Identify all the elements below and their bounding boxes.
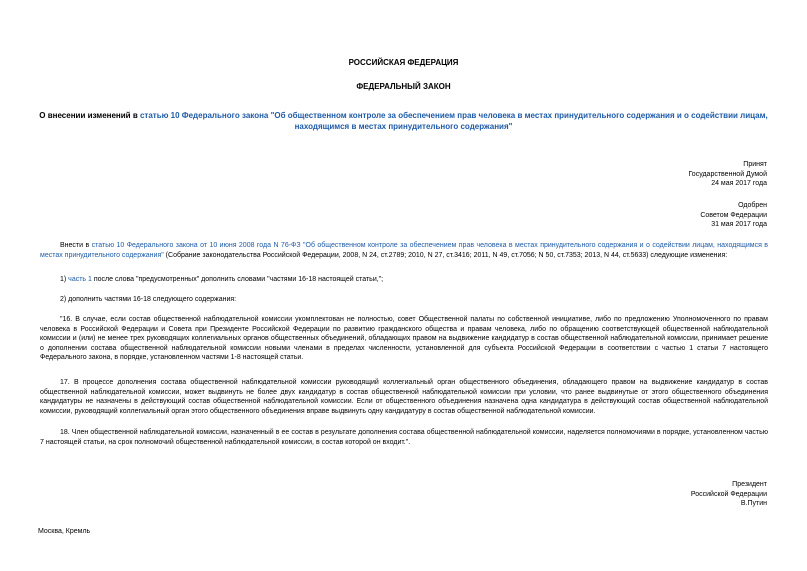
intro-suffix: (Собрание законодательства Российской Федерации, 2008, N 24, ст.2789; 2010, N 27, ст.3416; 2011, N 49, ст.7056; N 50, ст.7353; 2013, N 44, ст.5633) следующие изменения: [163,251,728,259]
item1-part-link[interactable]: часть 1 [68,276,92,283]
adopted-body: Государственной Думой [688,170,767,178]
adopted-block [688,160,767,189]
approved-label: Одобрен [738,202,767,209]
adopted-date: 24 мая 2017 года [711,180,767,187]
approved-body: Советом Федерации [700,211,767,219]
part-17-paragraph: 17. В процессе дополнения состава общественной наблюдательной комиссии руководящий коллегиальный орган общественного объединения, обладающего правом на выдвижение кандидатур в состав общественной наблюдательной комиссии, может выдвинуть не более двух кандидатур в состав общественной наблюдательной комиссии при условии, что ранее выдвинутые от этого общественного объединения кандидатуры не назначены в действующий состав общественной наблюдательной комиссии. Если от общественного объединения назначена одна кандидатура в действующий состав общественной наблюдательной комиссии, руководящий коллегиальный орган этого общественного объединения вправе выдвинуть одну кандидатуру в состав общественной наблюдательной комиссии. [40,379,768,415]
signature-country: Российской Федерации [690,490,767,498]
intro-prefix: Внести в [60,242,92,249]
signature-name: В.Путин [740,500,767,507]
amendment-item-2: 2) дополнить частями 16-18 следующего содержания: [60,296,237,303]
title-prefix: О внесении изменений в [39,111,140,120]
intro-paragraph [40,241,768,260]
signature-block [691,480,767,509]
adopted-label: Принят [743,161,767,168]
law-type-heading: ФЕДЕРАЛЬНЫЙ ЗАКОН [356,82,451,91]
item1-prefix: 1) [60,276,69,283]
part-18-paragraph: 18. Член общественной наблюдательной комиссии, назначенный в ее состав в результате дополнения состава общественной наблюдательной комиссии, наделяется полномочиями в порядке, установленном частью 7 настоящей статьи, на срок полномочий общественной наблюдательной комиссии, в состав которой он входит.". [40,429,768,446]
law-title [30,111,777,132]
approved-date: 31 мая 2017 года [711,221,767,228]
place-of-signing: Москва, Кремль [38,528,91,535]
country-heading: РОССИЙСКАЯ ФЕДЕРАЦИЯ [348,58,459,67]
part-16-paragraph: "16. В случае, если состав общественной наблюдательной комиссии укомплектован не полностью, совет Общественной палаты по собственной инициативе, либо по предложению Уполномоченного по правам человека в Российской Федерации и Совета при Президенте Российской Федерации по развитию гражданского общества и правам человека, либо по обращению соответствующей общественной наблюдательной комиссии и (или) не менее трех руководящих коллегиальных органов общественных объединений, обладающих правом на выдвижение кандидатур в состав общественной наблюдательной комиссии, принимает решение о дополнении состава общественной наблюдательной комиссии новыми членами в пределах численности, установленной для субъекта Российской Федерации в соответствии с частью 1 статьи 7 настоящего Федерального закона, в порядке, установленном частями 1-8 настоящей статьи. [40,316,768,361]
signature-title: Президент [732,481,767,488]
intro-law-link[interactable]: статью 10 Федерального закона от 10 июня 2008 года N 76-ФЗ "Об общественном контроле за обеспечением прав человека в местах принудительного содержания и о содействии лицам, находящимся в местах принудительного содержания" [40,242,769,259]
amendment-item-1 [40,275,768,285]
title-article-link[interactable]: статью 10 Федерального закона "Об общественном контроле за обеспечением прав человека в местах принудительного содержания и о содействии лицам, находящимся в местах принудительного содержания" [139,111,768,131]
approved-block [700,201,767,230]
item1-suffix: после слова "предусмотренных" дополнить словами "частями 16-18 настоящей статьи,"; [91,276,384,283]
